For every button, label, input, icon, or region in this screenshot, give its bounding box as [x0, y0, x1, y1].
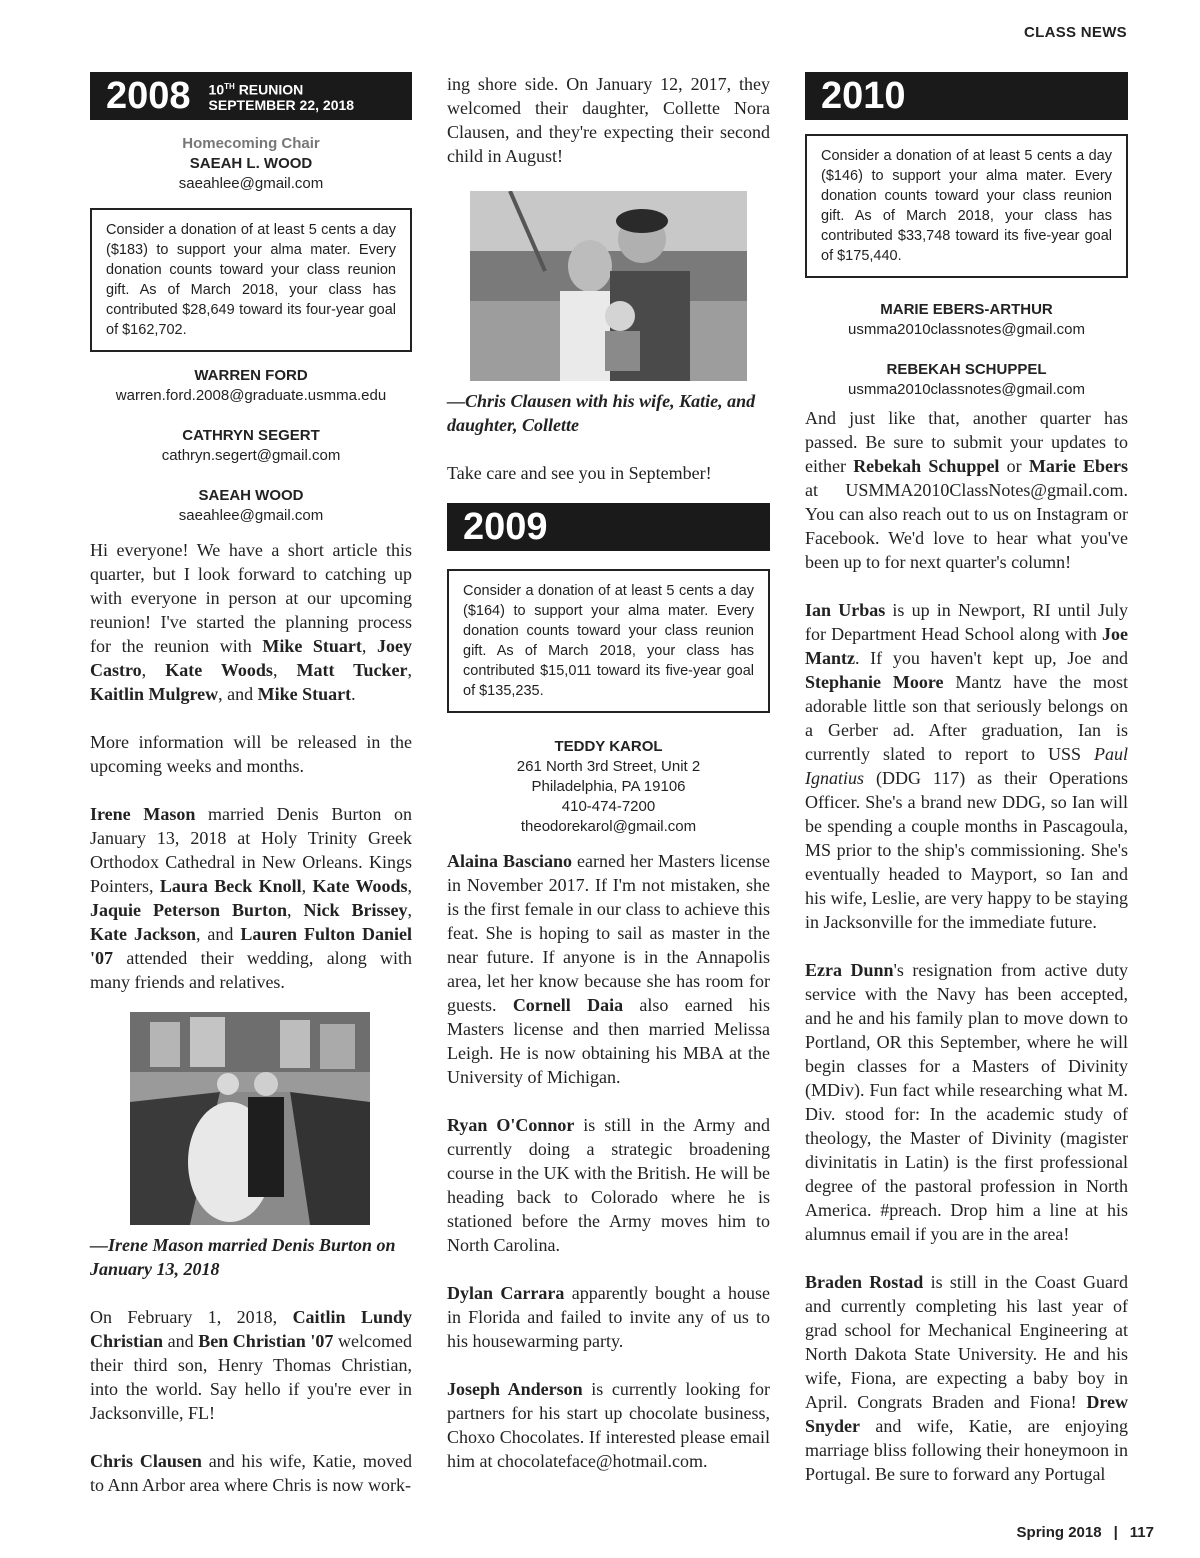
contact-phone: 410-474-7200 — [561, 798, 656, 815]
contact-email[interactable]: usmma2010classnotes@gmail.com — [848, 381, 1085, 398]
reunion-label: REUNION — [238, 81, 304, 98]
paragraph-rostad: Braden Rostad is still in the Coast Guard and currently completing his last year of grad school for Mechanical Engineering at North Dakota State University. He and his wife, Fiona, are expecting a baby boy in April. Congrats Braden and Fiona! Drew Snyder and wife, Katie, are enjoying marriage bliss following their honeymoon in Portugal. Be sure to forward any Portugal — [805, 1272, 1129, 1484]
reunion-ordinal-suffix: TH — [224, 81, 235, 91]
paragraph-intro-2010: And just like that, another quarter has passed. Be sure to submit your updates to either Rebekah Schuppel or Marie Ebers at USMMA2010ClassNotes@gmail.com. You can also reach out to us on Instagram or Facebook. We'd love to hear what you've been up to for next quarter's column! — [805, 408, 1129, 572]
paragraph-basciano: Alaina Basciano earned her Masters license in November 2017. If I'm not mistaken, she is the first female in our class to achieve this feat. She is hoping to sail as master in the near future. If anyone is in the Annapolis area, let her know because she has room for guests. Cornell Daia also earned his Masters license and then married Melissa Leigh. He is now obtaining his MBA at the University of Michigan. — [447, 851, 770, 1087]
paragraph-intro: Hi everyone! We have a short article this quarter, but I look forward to catching up with everyone in person at our upcoming reunion! I've started the planning process for the reunion with Mike Stuart, Joey Castro, Kate Woods, Matt Tucker, Kaitlin Mulgrew, and Mike Stuart. — [90, 540, 413, 704]
reunion-info — [209, 79, 355, 114]
class-2009-year: 2009 — [463, 506, 548, 548]
class-2008-banner — [90, 72, 412, 120]
contact-email[interactable]: saeahlee@gmail.com — [178, 507, 324, 524]
reunion-date: SEPTEMBER 22, 2018 — [208, 97, 355, 114]
chair-name: SAEAH L. WOOD — [189, 155, 313, 172]
paragraph-birth: On February 1, 2018, Caitlin Lundy Christian and Ben Christian '07 welcomed their third son, Henry Thomas Christian, into the world. Say hello if you're ever in Jacksonville, FL! — [90, 1307, 413, 1423]
family-caption: —Chris Clausen with his wife, Katie, and daughter, Collette — [447, 391, 756, 435]
chair-email[interactable]: saeahlee@gmail.com — [178, 175, 324, 192]
paragraph-closing: Take care and see you in September! — [447, 463, 712, 483]
contact-email[interactable]: cathryn.segert@gmail.com — [161, 447, 341, 464]
contact-marie-ebers-arthur — [805, 300, 1128, 340]
section-header: CLASS NEWS — [1023, 24, 1127, 41]
class-2008-year: 2008 — [106, 75, 191, 117]
contact-rebekah-schuppel — [805, 360, 1128, 400]
family-photo — [470, 191, 747, 381]
wedding-photo — [130, 1012, 370, 1225]
paragraph-clausen-cont: ing shore side. On January 12, 2017, they welcomed their daughter, Collette Nora Clausen, and they're expecting their second child in August! — [447, 74, 770, 166]
contact-address-line2: Philadelphia, PA 19106 — [531, 778, 686, 795]
class-2010-banner — [805, 72, 1128, 120]
reunion-ordinal: 10 — [208, 81, 225, 98]
gift-box-2009: Consider a donation of at least 5 cents a day ($164) to support your alma mater. Every donation counts toward your class reunion gift. As of March 2018, your class has contributed $15,011 toward its five-year goal of $135,235. — [447, 569, 770, 713]
paragraph-carrara: Dylan Carrara apparently bought a house in Florida and failed to invite any of us to his housewarming party. — [447, 1283, 770, 1351]
contact-email[interactable]: warren.ford.2008@graduate.usmma.edu — [115, 387, 387, 404]
paragraph-clausen: Chris Clausen and his wife, Katie, moved to Ann Arbor area where Chris is now work- — [90, 1451, 412, 1495]
contact-name: WARREN FORD — [194, 367, 308, 384]
contact-teddy-karol — [447, 737, 770, 837]
contact-name: MARIE EBERS-ARTHUR — [880, 301, 1053, 318]
paragraph-wedding: Irene Mason married Denis Burton on January 13, 2018 at Holy Trinity Greek Orthodox Cathedral in New Orleans. Kings Pointers, Laura Beck Knoll, Kate Woods, Jaquie Peterson Burton, Nick Brissey, Kate Jackson, and Lauren Fulton Daniel '07 attended their wedding, along with many friends and relatives. — [90, 804, 413, 992]
contact-warren-ford — [90, 366, 412, 406]
homecoming-chair — [90, 134, 412, 194]
page-footer — [1017, 1524, 1154, 1541]
paragraph-dunn: Ezra Dunn's resignation from active duty service with the Navy has been accepted, and he and his family plan to move down to Portland, OR this September, where he will begin classes for a Masters of Divinity (MDiv). Fun fact while researching what M. Div. stood for: In the academic study of theology, the Master of Divinity (magister divinitatis in Latin) is the first professional degree of the pastoral profession in North America. #preach. Drop him a line at his alumnus email if you are in the area! — [805, 960, 1128, 1244]
column-2008-2009 — [447, 72, 770, 1473]
paragraph-more-info: More information will be released in the upcoming weeks and months. — [90, 732, 412, 776]
gift-box-2010: Consider a donation of at least 5 cents a day ($146) to support your alma mater. Every donation counts toward your class reunion gift. As of March 2018, your class has contributed $33,748 toward its five-year goal of $175,440. — [805, 134, 1128, 278]
contact-email[interactable]: usmma2010classnotes@gmail.com — [848, 321, 1085, 338]
class-2009-banner — [447, 503, 770, 551]
contact-name: REBEKAH SCHUPPEL — [886, 361, 1047, 378]
contact-name: SAEAH WOOD — [198, 487, 304, 504]
contact-name: CATHRYN SEGERT — [182, 427, 320, 444]
column-2008 — [90, 72, 412, 1497]
chair-role: Homecoming Chair — [182, 135, 320, 152]
contact-address-line1: 261 North 3rd Street, Unit 2 — [516, 758, 701, 775]
contact-name: TEDDY KAROL — [554, 738, 663, 755]
contact-saeah-wood — [90, 486, 412, 526]
paragraph-oconnor: Ryan O'Connor is still in the Army and currently doing a strategic broadening course in the UK with the British. He will be heading back to Colorado where he is stationed before the Army moves him to North Carolina. — [447, 1115, 771, 1255]
wedding-caption: —Irene Mason married Denis Burton on January 13, 2018 — [90, 1235, 396, 1279]
gift-box-2008: Consider a donation of at least 5 cents a day ($183) to support your alma mater. Every donation counts toward your class reunion gift. As of March 2018, your class has contributed $28,649 toward its four-year goal of $162,702. — [90, 208, 412, 352]
contact-email[interactable]: theodorekarol@gmail.com — [520, 818, 697, 835]
paragraph-anderson: Joseph Anderson is currently looking for partners for his start up chocolate business, Choxo Chocolates. If interested please email him at chocolateface@hotmail.com. — [447, 1379, 770, 1471]
contact-cathryn-segert — [90, 426, 412, 466]
page-number: 117 — [1129, 1524, 1154, 1541]
column-2010 — [805, 72, 1128, 1486]
class-2010-year: 2010 — [821, 75, 906, 117]
paragraph-urbas: Ian Urbas is up in Newport, RI until July for Department Head School along with Joe Mantz. If you haven't kept up, Joe and Stephanie Moore Mantz have the most adorable little son that seriously belongs on a Gerber ad. After graduation, Ian is currently slated to report to USS Paul Ignatius (DDG 117) as their Operations Officer. She's a brand new DDG, so Ian will be spending a couple months in Pascagoula, MS prior to the ship's commissioning. She's eventually headed to Mayport, so Ian and his wife, Leslie, are very happy to be staying in Jacksonville for the immediate future. — [805, 600, 1128, 932]
issue-label: Spring 2018 — [1016, 1524, 1102, 1541]
footer-separator: | — [1113, 1524, 1118, 1541]
